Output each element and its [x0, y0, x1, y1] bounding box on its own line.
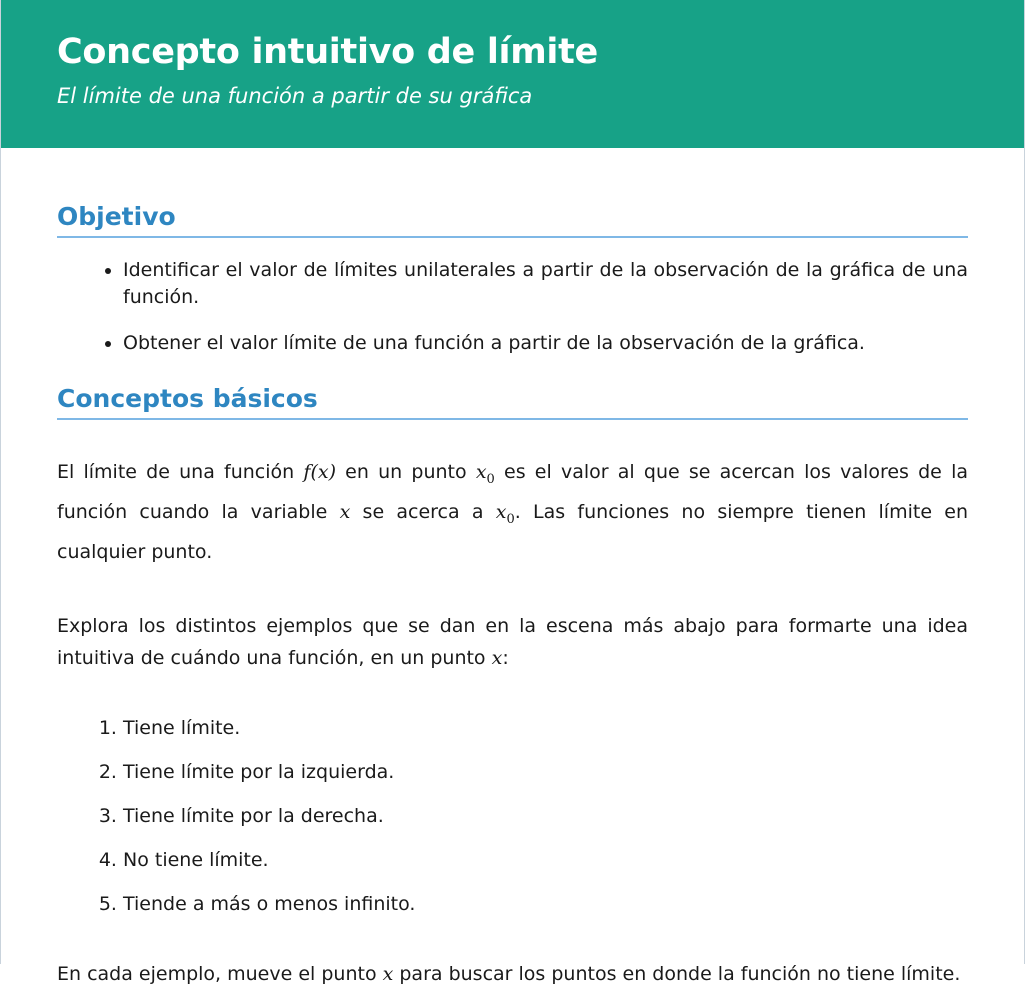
- case-item: 5. Tiende a más o menos infinito.: [123, 892, 968, 916]
- objetivo-list: [57, 257, 968, 357]
- main-content: [1, 201, 1024, 990]
- math-x: x: [491, 646, 503, 669]
- math-x: x: [339, 500, 351, 523]
- math-x0: [475, 461, 495, 487]
- text-run: en un punto: [335, 461, 476, 483]
- paragraph-explore: [57, 610, 968, 674]
- page-header: [1, 0, 1024, 148]
- text-run: para buscar los puntos en donde la función no tiene límite.: [393, 962, 961, 985]
- section-title-objetivo: Objetivo: [57, 201, 968, 238]
- math-fx: f(x): [303, 461, 336, 483]
- objetivo-item: • Obtener el valor límite de una función a partir de la observación de la gráfica.: [123, 330, 968, 357]
- text-run: es el valor al que se acercan los valores de la función cuando la variable: [57, 461, 968, 523]
- page-subtitle: El límite de una función a partir de su gráfica: [57, 84, 533, 108]
- case-item: 1. Tiene límite.: [123, 716, 968, 740]
- math-base: x: [475, 461, 487, 483]
- text-run: En cada ejemplo, mueve el punto: [57, 962, 383, 985]
- math-subscript: 0: [486, 471, 495, 487]
- paragraph-limit-definition: [57, 456, 968, 568]
- text-run: . Las funciones no siempre tienen límite en cualquier punto.: [57, 500, 968, 563]
- objetivo-item: • Identificar el valor de límites unilaterales a partir de la observación de la gráfica de una función.: [123, 257, 968, 311]
- case-item: 2. Tiene límite por la izquierda.: [123, 760, 968, 784]
- case-item: 3. Tiene límite por la derecha.: [123, 804, 968, 828]
- case-item: 4. No tiene límite.: [123, 848, 968, 872]
- text-run: El límite de una función: [57, 461, 304, 483]
- cases-list: [57, 716, 968, 916]
- math-x: x: [382, 962, 394, 985]
- text-run: Explora los distintos ejemplos que se dan en la escena más abajo para formarte una idea intuitiva de cuándo una función, en un punto: [57, 614, 968, 669]
- math-x0: [495, 500, 515, 527]
- page-title: Concepto intuitivo de límite: [57, 32, 598, 72]
- text-run: :: [502, 646, 509, 669]
- section-title-conceptos: Conceptos básicos: [57, 383, 968, 420]
- math-base: x: [495, 500, 507, 523]
- text-run: se acerca a: [350, 500, 496, 523]
- paragraph-instructions: [57, 958, 968, 990]
- math-subscript: 0: [506, 511, 515, 527]
